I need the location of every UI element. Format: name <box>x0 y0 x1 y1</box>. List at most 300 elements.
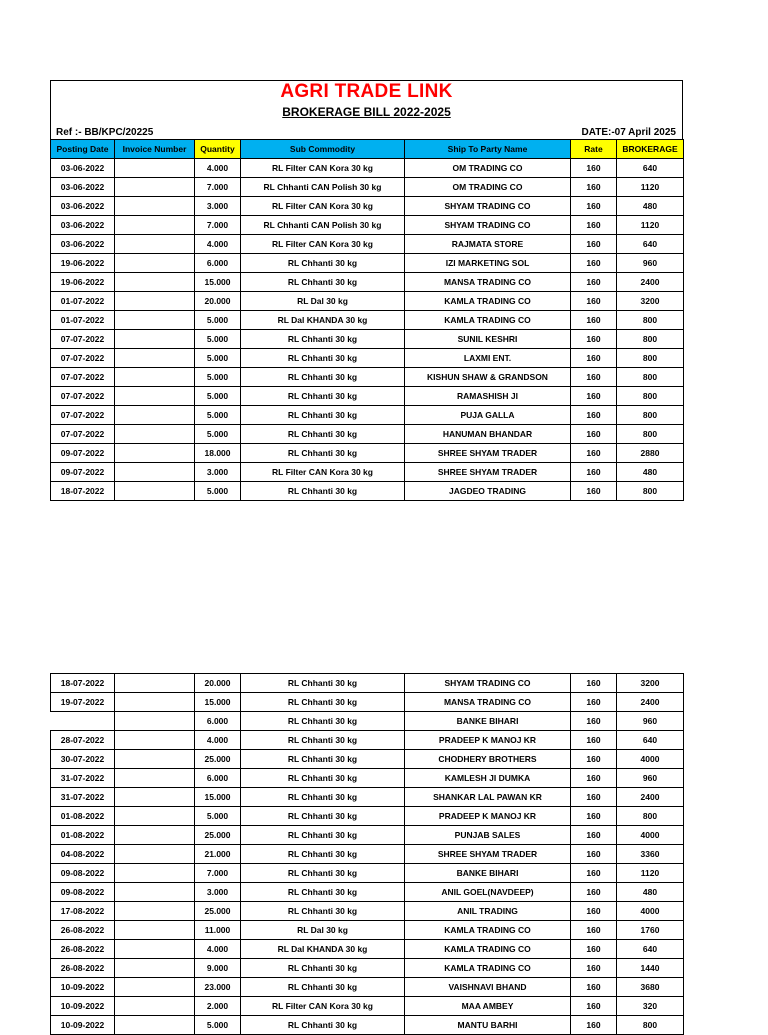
cell-ship-to-party: SUNIL KESHRI <box>405 330 571 349</box>
cell-sub-commodity: RL Chhanti 30 kg <box>241 959 405 978</box>
cell-ship-to-party: SHREE SHYAM TRADER <box>405 845 571 864</box>
cell-ship-to-party: LAXMI ENT. <box>405 349 571 368</box>
cell-invoice-number <box>115 216 195 235</box>
cell-invoice-number <box>115 159 195 178</box>
cell-sub-commodity: RL Chhanti 30 kg <box>241 273 405 292</box>
cell-invoice-number <box>115 235 195 254</box>
cell-invoice-number <box>115 349 195 368</box>
cell-rate: 160 <box>571 921 617 940</box>
cell-invoice-number <box>115 444 195 463</box>
cell-posting-date: 18-07-2022 <box>51 482 115 501</box>
cell-brokerage: 480 <box>617 463 684 482</box>
cell-rate: 160 <box>571 883 617 902</box>
table-row <box>51 693 684 712</box>
cell-invoice-number <box>115 769 195 788</box>
cell-ship-to-party: KAMLA TRADING CO <box>405 292 571 311</box>
cell-rate: 160 <box>571 731 617 750</box>
cell-sub-commodity: RL Chhanti 30 kg <box>241 482 405 501</box>
cell-ship-to-party: PUNJAB SALES <box>405 826 571 845</box>
cell-rate: 160 <box>571 273 617 292</box>
cell-invoice-number <box>115 883 195 902</box>
cell-ship-to-party: SHREE SHYAM TRADER <box>405 444 571 463</box>
table-row <box>51 826 684 845</box>
cell-rate: 160 <box>571 235 617 254</box>
cell-rate: 160 <box>571 769 617 788</box>
cell-ship-to-party: OM TRADING CO <box>405 178 571 197</box>
cell-brokerage: 1440 <box>617 959 684 978</box>
cell-sub-commodity: RL Chhanti CAN Polish 30 kg <box>241 216 405 235</box>
cell-brokerage: 2400 <box>617 273 684 292</box>
company-title: AGRI TRADE LINK <box>280 81 453 102</box>
table-row <box>51 940 684 959</box>
table-row <box>51 902 684 921</box>
cell-sub-commodity: RL Filter CAN Kora 30 kg <box>241 235 405 254</box>
cell-sub-commodity: RL Chhanti 30 kg <box>241 387 405 406</box>
cell-invoice-number <box>115 311 195 330</box>
cell-brokerage: 960 <box>617 254 684 273</box>
reference-number: Ref :- BB/KPC/20225 <box>56 127 154 138</box>
table-row <box>51 731 684 750</box>
cell-brokerage: 4000 <box>617 902 684 921</box>
table-row <box>51 883 684 902</box>
cell-sub-commodity: RL Filter CAN Kora 30 kg <box>241 463 405 482</box>
col-header-ship-to-party: Ship To Party Name <box>405 140 571 159</box>
table-row <box>51 159 684 178</box>
cell-ship-to-party: KAMLA TRADING CO <box>405 311 571 330</box>
cell-posting-date: 03-06-2022 <box>51 178 115 197</box>
cell-posting-date: 26-08-2022 <box>51 921 115 940</box>
cell-quantity: 11.000 <box>195 921 241 940</box>
cell-ship-to-party: RAMASHISH JI <box>405 387 571 406</box>
cell-quantity: 18.000 <box>195 444 241 463</box>
cell-brokerage: 800 <box>617 406 684 425</box>
cell-invoice-number <box>115 921 195 940</box>
cell-invoice-number <box>115 693 195 712</box>
cell-ship-to-party: BANKE BIHARI <box>405 864 571 883</box>
cell-invoice-number <box>115 387 195 406</box>
cell-ship-to-party: IZI MARKETING SOL <box>405 254 571 273</box>
cell-sub-commodity: RL Chhanti 30 kg <box>241 807 405 826</box>
cell-posting-date: 03-06-2022 <box>51 159 115 178</box>
cell-ship-to-party: HANUMAN BHANDAR <box>405 425 571 444</box>
cell-rate: 160 <box>571 674 617 693</box>
cell-invoice-number <box>115 254 195 273</box>
table-row <box>51 978 684 997</box>
cell-ship-to-party: BANKE BIHARI <box>405 712 571 731</box>
cell-posting-date: 07-07-2022 <box>51 387 115 406</box>
cell-rate: 160 <box>571 482 617 501</box>
cell-sub-commodity: RL Chhanti 30 kg <box>241 864 405 883</box>
cell-posting-date: 03-06-2022 <box>51 197 115 216</box>
cell-rate: 160 <box>571 311 617 330</box>
cell-rate: 160 <box>571 864 617 883</box>
cell-rate: 160 <box>571 845 617 864</box>
cell-posting-date: 26-08-2022 <box>51 959 115 978</box>
cell-sub-commodity: RL Chhanti 30 kg <box>241 444 405 463</box>
cell-ship-to-party: ANIL TRADING <box>405 902 571 921</box>
cell-rate: 160 <box>571 368 617 387</box>
cell-brokerage: 800 <box>617 349 684 368</box>
cell-rate: 160 <box>571 159 617 178</box>
cell-brokerage: 3360 <box>617 845 684 864</box>
cell-sub-commodity: RL Chhanti 30 kg <box>241 368 405 387</box>
cell-invoice-number <box>115 997 195 1016</box>
cell-posting-date: 07-07-2022 <box>51 368 115 387</box>
cell-sub-commodity: RL Chhanti 30 kg <box>241 902 405 921</box>
cell-brokerage: 4000 <box>617 826 684 845</box>
cell-quantity: 25.000 <box>195 826 241 845</box>
table-row <box>51 368 684 387</box>
cell-quantity: 15.000 <box>195 273 241 292</box>
cell-brokerage: 800 <box>617 311 684 330</box>
table-row <box>51 864 684 883</box>
table-row <box>51 254 684 273</box>
cell-brokerage: 1760 <box>617 921 684 940</box>
cell-ship-to-party: KAMLESH JI DUMKA <box>405 769 571 788</box>
cell-posting-date: 10-09-2022 <box>51 978 115 997</box>
cell-ship-to-party: SHYAM TRADING CO <box>405 674 571 693</box>
table-row <box>51 330 684 349</box>
cell-quantity: 5.000 <box>195 406 241 425</box>
cell-invoice-number <box>115 1016 195 1035</box>
cell-brokerage: 3200 <box>617 292 684 311</box>
cell-posting-date: 09-08-2022 <box>51 883 115 902</box>
table-row <box>51 178 684 197</box>
cell-brokerage: 1120 <box>617 178 684 197</box>
cell-posting-date: 01-08-2022 <box>51 807 115 826</box>
cell-brokerage: 800 <box>617 482 684 501</box>
table-row <box>51 997 684 1016</box>
cell-ship-to-party: PRADEEP K MANOJ KR <box>405 731 571 750</box>
col-header-quantity: Quantity <box>195 140 241 159</box>
cell-quantity: 5.000 <box>195 387 241 406</box>
cell-ship-to-party: SHYAM TRADING CO <box>405 197 571 216</box>
subtitle-row <box>50 103 683 121</box>
cell-brokerage: 3680 <box>617 978 684 997</box>
cell-invoice-number <box>115 845 195 864</box>
cell-invoice-number <box>115 940 195 959</box>
cell-quantity: 4.000 <box>195 235 241 254</box>
cell-brokerage: 800 <box>617 807 684 826</box>
cell-posting-date: 10-09-2022 <box>51 997 115 1016</box>
cell-rate: 160 <box>571 178 617 197</box>
table-row <box>51 235 684 254</box>
table-body-1 <box>51 159 684 501</box>
cell-quantity: 20.000 <box>195 292 241 311</box>
cell-quantity: 4.000 <box>195 731 241 750</box>
cell-invoice-number <box>115 330 195 349</box>
cell-rate: 160 <box>571 788 617 807</box>
cell-ship-to-party: RAJMATA STORE <box>405 235 571 254</box>
cell-sub-commodity: RL Chhanti 30 kg <box>241 883 405 902</box>
cell-posting-date: 30-07-2022 <box>51 750 115 769</box>
cell-brokerage: 800 <box>617 330 684 349</box>
cell-invoice-number <box>115 788 195 807</box>
cell-quantity: 2.000 <box>195 997 241 1016</box>
cell-rate: 160 <box>571 349 617 368</box>
cell-rate: 160 <box>571 330 617 349</box>
cell-invoice-number <box>115 978 195 997</box>
title-box <box>50 80 683 103</box>
cell-quantity: 5.000 <box>195 1016 241 1035</box>
cell-ship-to-party: SHYAM TRADING CO <box>405 216 571 235</box>
cell-sub-commodity: RL Chhanti 30 kg <box>241 425 405 444</box>
table-row <box>51 463 684 482</box>
cell-invoice-number <box>115 425 195 444</box>
cell-brokerage: 320 <box>617 997 684 1016</box>
table-row <box>51 387 684 406</box>
cell-brokerage: 2400 <box>617 693 684 712</box>
cell-rate: 160 <box>571 826 617 845</box>
bill-subtitle: BROKERAGE BILL 2022-2025 <box>282 105 451 119</box>
cell-posting-date: 04-08-2022 <box>51 845 115 864</box>
cell-quantity: 5.000 <box>195 425 241 444</box>
table-row <box>51 807 684 826</box>
cell-quantity: 5.000 <box>195 330 241 349</box>
cell-posting-date: 19-06-2022 <box>51 254 115 273</box>
cell-posting-date: 01-07-2022 <box>51 292 115 311</box>
cell-ship-to-party: VAISHNAVI BHAND <box>405 978 571 997</box>
cell-posting-date: 26-08-2022 <box>51 940 115 959</box>
cell-invoice-number <box>115 902 195 921</box>
cell-rate: 160 <box>571 750 617 769</box>
cell-brokerage: 800 <box>617 1016 684 1035</box>
cell-sub-commodity: RL Dal 30 kg <box>241 921 405 940</box>
cell-rate: 160 <box>571 978 617 997</box>
cell-invoice-number <box>115 731 195 750</box>
cell-quantity: 9.000 <box>195 959 241 978</box>
table-header-row <box>51 140 684 159</box>
table-row <box>51 674 684 693</box>
cell-ship-to-party: CHODHERY BROTHERS <box>405 750 571 769</box>
cell-brokerage: 1120 <box>617 216 684 235</box>
cell-quantity: 4.000 <box>195 159 241 178</box>
cell-rate: 160 <box>571 216 617 235</box>
cell-rate: 160 <box>571 292 617 311</box>
cell-quantity: 5.000 <box>195 807 241 826</box>
cell-posting-date <box>51 712 115 731</box>
bill-date: DATE:-07 April 2025 <box>581 127 676 138</box>
cell-quantity: 7.000 <box>195 864 241 883</box>
cell-sub-commodity: RL Chhanti 30 kg <box>241 769 405 788</box>
cell-sub-commodity: RL Filter CAN Kora 30 kg <box>241 997 405 1016</box>
cell-invoice-number <box>115 712 195 731</box>
cell-posting-date: 17-08-2022 <box>51 902 115 921</box>
cell-invoice-number <box>115 463 195 482</box>
table-row <box>51 444 684 463</box>
cell-posting-date: 03-06-2022 <box>51 216 115 235</box>
cell-ship-to-party: KAMLA TRADING CO <box>405 921 571 940</box>
cell-posting-date: 01-08-2022 <box>51 826 115 845</box>
cell-quantity: 25.000 <box>195 902 241 921</box>
cell-rate: 160 <box>571 387 617 406</box>
bill-sheet-page-1 <box>50 80 683 501</box>
cell-posting-date: 31-07-2022 <box>51 769 115 788</box>
cell-sub-commodity: RL Chhanti 30 kg <box>241 693 405 712</box>
cell-invoice-number <box>115 750 195 769</box>
cell-brokerage: 2880 <box>617 444 684 463</box>
cell-sub-commodity: RL Chhanti 30 kg <box>241 731 405 750</box>
cell-brokerage: 480 <box>617 197 684 216</box>
cell-posting-date: 19-06-2022 <box>51 273 115 292</box>
cell-rate: 160 <box>571 959 617 978</box>
cell-invoice-number <box>115 292 195 311</box>
ref-row <box>50 121 683 139</box>
cell-ship-to-party: MANSA TRADING CO <box>405 693 571 712</box>
cell-posting-date: 10-09-2022 <box>51 1016 115 1035</box>
cell-posting-date: 07-07-2022 <box>51 425 115 444</box>
col-header-sub-commodity: Sub Commodity <box>241 140 405 159</box>
cell-brokerage: 800 <box>617 387 684 406</box>
cell-posting-date: 28-07-2022 <box>51 731 115 750</box>
table-row <box>51 197 684 216</box>
cell-sub-commodity: RL Chhanti CAN Polish 30 kg <box>241 178 405 197</box>
cell-brokerage: 3200 <box>617 674 684 693</box>
cell-quantity: 7.000 <box>195 178 241 197</box>
table-row <box>51 921 684 940</box>
cell-rate: 160 <box>571 406 617 425</box>
cell-rate: 160 <box>571 197 617 216</box>
cell-rate: 160 <box>571 940 617 959</box>
table-row <box>51 292 684 311</box>
cell-quantity: 5.000 <box>195 368 241 387</box>
cell-rate: 160 <box>571 997 617 1016</box>
cell-quantity: 5.000 <box>195 311 241 330</box>
cell-rate: 160 <box>571 425 617 444</box>
cell-sub-commodity: RL Dal KHANDA 30 kg <box>241 311 405 330</box>
cell-invoice-number <box>115 482 195 501</box>
cell-brokerage: 800 <box>617 368 684 387</box>
cell-invoice-number <box>115 826 195 845</box>
cell-invoice-number <box>115 959 195 978</box>
cell-quantity: 4.000 <box>195 940 241 959</box>
cell-quantity: 3.000 <box>195 197 241 216</box>
cell-ship-to-party: KISHUN SHAW & GRANDSON <box>405 368 571 387</box>
table-row <box>51 845 684 864</box>
cell-ship-to-party: PRADEEP K MANOJ KR <box>405 807 571 826</box>
table-row <box>51 273 684 292</box>
cell-quantity: 25.000 <box>195 750 241 769</box>
cell-posting-date: 18-07-2022 <box>51 674 115 693</box>
cell-rate: 160 <box>571 463 617 482</box>
cell-quantity: 5.000 <box>195 349 241 368</box>
cell-posting-date: 31-07-2022 <box>51 788 115 807</box>
cell-invoice-number <box>115 368 195 387</box>
cell-ship-to-party: PUJA GALLA <box>405 406 571 425</box>
col-header-posting-date: Posting Date <box>51 140 115 159</box>
cell-quantity: 6.000 <box>195 254 241 273</box>
cell-quantity: 6.000 <box>195 712 241 731</box>
cell-sub-commodity: RL Chhanti 30 kg <box>241 254 405 273</box>
col-header-rate: Rate <box>571 140 617 159</box>
col-header-brokerage: BROKERAGE <box>617 140 684 159</box>
cell-quantity: 20.000 <box>195 674 241 693</box>
bill-sheet-page-2 <box>50 673 683 1035</box>
cell-rate: 160 <box>571 712 617 731</box>
cell-posting-date: 09-07-2022 <box>51 444 115 463</box>
cell-brokerage: 1120 <box>617 864 684 883</box>
cell-sub-commodity: RL Chhanti 30 kg <box>241 788 405 807</box>
cell-ship-to-party: SHANKAR LAL PAWAN KR <box>405 788 571 807</box>
cell-invoice-number <box>115 674 195 693</box>
cell-quantity: 15.000 <box>195 788 241 807</box>
cell-sub-commodity: RL Chhanti 30 kg <box>241 674 405 693</box>
cell-quantity: 3.000 <box>195 883 241 902</box>
cell-brokerage: 960 <box>617 769 684 788</box>
cell-quantity: 23.000 <box>195 978 241 997</box>
cell-ship-to-party: KAMLA TRADING CO <box>405 959 571 978</box>
cell-quantity: 7.000 <box>195 216 241 235</box>
table-row <box>51 1016 684 1035</box>
cell-rate: 160 <box>571 807 617 826</box>
cell-brokerage: 640 <box>617 940 684 959</box>
cell-ship-to-party: MANTU BARHI <box>405 1016 571 1035</box>
cell-rate: 160 <box>571 902 617 921</box>
cell-rate: 160 <box>571 1016 617 1035</box>
table-row <box>51 769 684 788</box>
cell-posting-date: 01-07-2022 <box>51 311 115 330</box>
cell-sub-commodity: RL Chhanti 30 kg <box>241 845 405 864</box>
table-row <box>51 482 684 501</box>
cell-sub-commodity: RL Chhanti 30 kg <box>241 978 405 997</box>
cell-sub-commodity: RL Chhanti 30 kg <box>241 712 405 731</box>
cell-ship-to-party: SHREE SHYAM TRADER <box>405 463 571 482</box>
table-body-2 <box>51 674 684 1035</box>
cell-brokerage: 640 <box>617 159 684 178</box>
cell-ship-to-party: MANSA TRADING CO <box>405 273 571 292</box>
cell-brokerage: 2400 <box>617 788 684 807</box>
cell-brokerage: 4000 <box>617 750 684 769</box>
cell-sub-commodity: RL Chhanti 30 kg <box>241 826 405 845</box>
cell-ship-to-party: KAMLA TRADING CO <box>405 940 571 959</box>
table-row <box>51 216 684 235</box>
cell-quantity: 15.000 <box>195 693 241 712</box>
cell-rate: 160 <box>571 254 617 273</box>
cell-invoice-number <box>115 406 195 425</box>
cell-posting-date: 19-07-2022 <box>51 693 115 712</box>
cell-posting-date: 03-06-2022 <box>51 235 115 254</box>
cell-invoice-number <box>115 807 195 826</box>
cell-sub-commodity: RL Chhanti 30 kg <box>241 750 405 769</box>
cell-ship-to-party: OM TRADING CO <box>405 159 571 178</box>
table-row <box>51 425 684 444</box>
cell-sub-commodity: RL Filter CAN Kora 30 kg <box>241 197 405 216</box>
table-row <box>51 311 684 330</box>
cell-brokerage: 960 <box>617 712 684 731</box>
cell-sub-commodity: RL Chhanti 30 kg <box>241 1016 405 1035</box>
cell-quantity: 5.000 <box>195 482 241 501</box>
brokerage-table-1 <box>50 139 684 501</box>
cell-sub-commodity: RL Chhanti 30 kg <box>241 349 405 368</box>
table-row <box>51 750 684 769</box>
cell-posting-date: 07-07-2022 <box>51 330 115 349</box>
table-row <box>51 959 684 978</box>
cell-sub-commodity: RL Chhanti 30 kg <box>241 330 405 349</box>
cell-quantity: 21.000 <box>195 845 241 864</box>
cell-invoice-number <box>115 197 195 216</box>
cell-ship-to-party: ANIL GOEL(NAVDEEP) <box>405 883 571 902</box>
table-row <box>51 349 684 368</box>
table-row <box>51 788 684 807</box>
cell-brokerage: 800 <box>617 425 684 444</box>
cell-brokerage: 480 <box>617 883 684 902</box>
cell-brokerage: 640 <box>617 731 684 750</box>
table-row <box>51 406 684 425</box>
cell-invoice-number <box>115 864 195 883</box>
cell-invoice-number <box>115 178 195 197</box>
cell-posting-date: 09-08-2022 <box>51 864 115 883</box>
cell-brokerage: 640 <box>617 235 684 254</box>
